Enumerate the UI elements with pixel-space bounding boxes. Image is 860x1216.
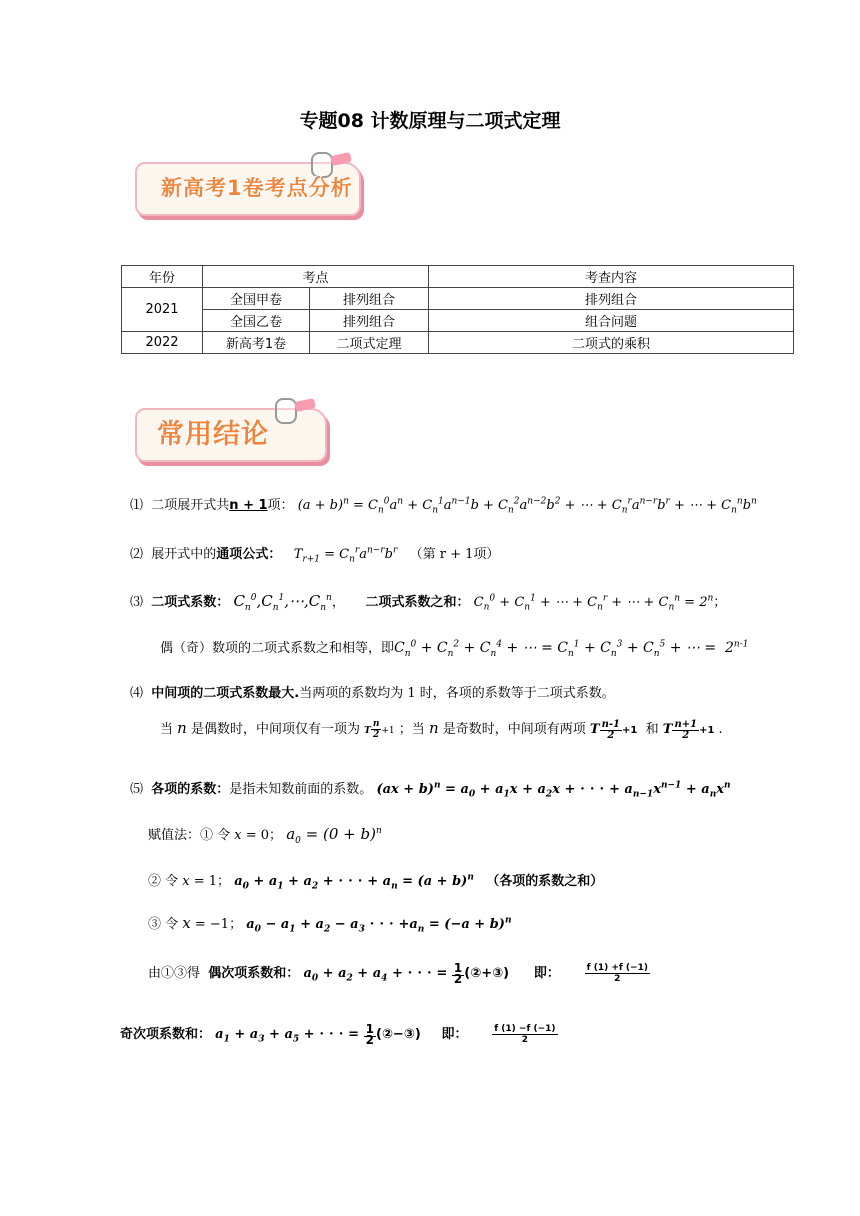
item-3: ⑶ 二项式系数： $C_n^0,C_n^1,\cdots,C_n^n$， 二项式系数之和： $C_n^0 + C_n^1$ + ⋯ + $C_n^r$ + ⋯ + $C_n^n = 2^n$； [130, 592, 727, 613]
item-4-line2: 当 n 是偶数时，中间项仅有一项为 $T\frac{n}{2}+1$ ；当 n 是奇数时，中间项有两项 $T\frac{n-1}{2}+1$ 和 $T\frac{n+1}{2}+1$ . [160, 718, 723, 741]
general-term-formula: $T_{r+1} = C_n^ra^{n-r}b^r$ [293, 545, 398, 565]
odd-coefficient-sum: 奇次项系数和： $a_1 + a_3 + a_5$ + ⋅ ⋅ ⋅ = 1 2 (②−③) 即： $\frac{f (1) -f (-1)}{2}$ [120, 1021, 556, 1047]
header-year: 年份 [122, 266, 203, 288]
item-5: ⑸ 各项的系数：是指未知数前面的系数。 $(ax + b)^n = a_0 + a_1x + a_2x$ + ⋅ ⋅ ⋅ + $a_{n-1}x^{n-1} + a_nx^n$ [130, 780, 731, 800]
paperclip-icon [275, 398, 297, 424]
banner-label: 新高考1卷考点分析 [161, 176, 353, 200]
cell-content: 排列组合 [429, 288, 794, 310]
cell-topic: 二项式定理 [310, 332, 429, 354]
assign-step-3: ③ 令 x = −1； $a_0 - a_1 + a_2 - a_3$ ⋅ ⋅ ⋅ $+a_n = (-a + b)^n$ [148, 914, 512, 935]
cell-topic: 排列组合 [310, 288, 429, 310]
even-coefficient-sum: 由①③得 偶次项系数和： $a_0 + a_2 + a_4$ + ⋅ ⋅ ⋅ = 1 2 (②+③) 即： $\frac{f (1) +f (-1)}{2}$ [148, 960, 648, 986]
header-topic: 考点 [203, 266, 429, 288]
item-4: ⑷ 中间项的二项式系数最大.当两项的系数均为 1 时，各项的系数等于二项式系数。 [130, 686, 615, 701]
cell-year: 2021 [122, 288, 203, 332]
item-2: ⑵ 展开式中的通项公式： $T_{r+1} = C_n^ra^{n-r}b^r$ （第 r + 1项） [130, 545, 500, 565]
assign-step-2: ② 令 x = 1； $a_0 + a_1 + a_2$ + ⋅ ⋅ ⋅ + $a_n = (a + b)^n$ （各项的系数之和） [148, 872, 604, 892]
item-3-line2: 偶（奇）数项的二项式系数之和相等，即$C_n^0 + C_n^2 + C_n^4$ + ⋯ = $C_n^1 + C_n^3 + C_n^5$ + ⋯ = 2$^{n-1}$ [160, 639, 749, 659]
cell-year: 2022 [122, 332, 203, 354]
cell-content: 组合问题 [429, 310, 794, 332]
cell-paper: 新高考1卷 [203, 332, 310, 354]
section-banner-analysis [135, 152, 375, 222]
header-content: 考查内容 [429, 266, 794, 288]
exam-table [121, 265, 794, 354]
page-title: 专题08 计数原理与二项式定理 [299, 110, 561, 132]
cell-paper: 全国乙卷 [203, 310, 310, 332]
binomial-expansion-formula: $(a + b)^n = C_n^0a^n + C_n^1a^{n-1}b + C_n^2a^{n-2}b^2$ + ⋯ + $C_n^ra^{n-r}b^r$ + ⋯ + $C_n^nb^n$ [297, 496, 757, 516]
cell-paper: 全国甲卷 [203, 288, 310, 310]
section-banner-conclusions [135, 398, 335, 472]
cell-content: 二项式的乘积 [429, 332, 794, 354]
assign-step-1: 赋值法：① 令 x = 0； $a_0 = (0 + b)^n$ [148, 825, 382, 846]
item-1: ⑴ 二项展开式共n + 1项： $(a + b)^n = C_n^0a^n + C_n^1a^{n-1}b + C_n^2a^{n-2}b^2$ + ⋯ + $C_n^ra^{n-r}b^r$ + ⋯ + $C_n^nb^n$ [130, 496, 757, 516]
cell-topic: 排列组合 [310, 310, 429, 332]
banner-label: 常用结论 [157, 419, 269, 450]
